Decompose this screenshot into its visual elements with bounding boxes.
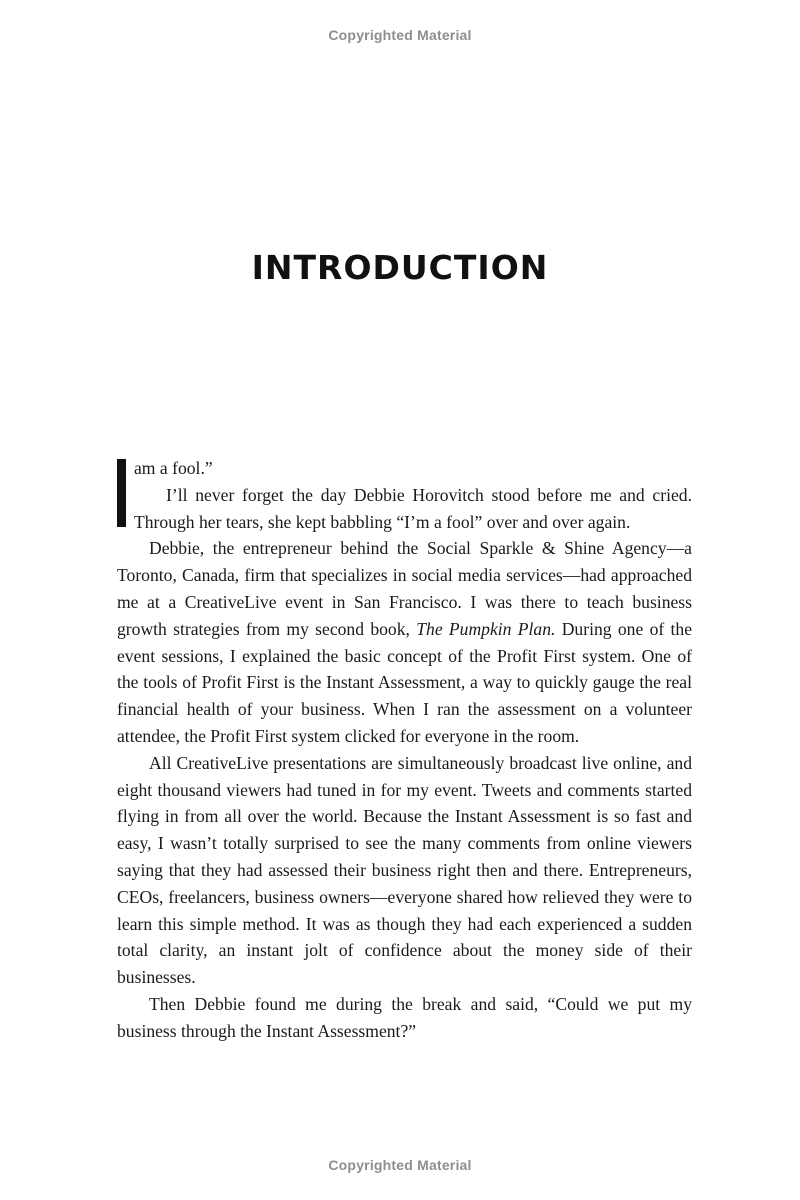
chapter-title: INTRODUCTION bbox=[251, 248, 549, 287]
paragraph-creativelive: All CreativeLive presentations are simultaneously broadcast live online, and eight thousand viewers had tuned in for my event. Tweets and comments started flying in from all over the world. Because the Instant Assessment is so fast and easy, I wasn’t totally surprised to see the many comments from online viewers saying that they had assessed their business right then and there. Entrepreneurs, CEOs, freelancers, business owners—everyone shared how relieved they were to learn this simple method. It was as though they had each experienced a sudden total clarity, an instant jolt of confidence about the money side of their businesses. bbox=[117, 752, 692, 988]
paragraph-opening-quote: am a fool.” bbox=[134, 458, 213, 478]
opening-block bbox=[117, 455, 692, 535]
copyright-watermark-bottom: Copyrighted Material bbox=[328, 1157, 472, 1173]
book-title: The Pumpkin Plan. bbox=[416, 618, 556, 639]
paragraph-debbie-entrepreneur bbox=[117, 535, 692, 749]
chapter-body bbox=[117, 455, 692, 1045]
drop-cap-letter bbox=[117, 459, 126, 527]
paragraph-never-forget: I’ll never forget the day Debbie Horovitch stood before me and cried. Through her tears, she kept babbling “I’m a fool” over and over again. bbox=[134, 484, 692, 532]
paragraph-debbie-text-rest: During one of the event sessions, I explained the basic concept of the Profit First system. One of the tools of Profit First is the Instant Assessment, a way to quickly gauge the real financial health of your business. When I ran the assessment on a volunteer attendee, the Profit First system clicked for everyone in the room. bbox=[117, 618, 693, 746]
paragraph-debbie-found-me: Then Debbie found me during the break and said, “Could we put my business through the Instant Assessment?” bbox=[117, 993, 692, 1041]
paragraph-debbie-text: Debbie, the entrepreneur behind the Social Sparkle & Shine Agency—a Toronto, Canada, firm that specializes in social media services—had approached me at a CreativeLive event in San Francisco. I was there to teach business growth strategies from my second book, bbox=[117, 538, 692, 639]
copyright-watermark-top: Copyrighted Material bbox=[328, 27, 472, 43]
